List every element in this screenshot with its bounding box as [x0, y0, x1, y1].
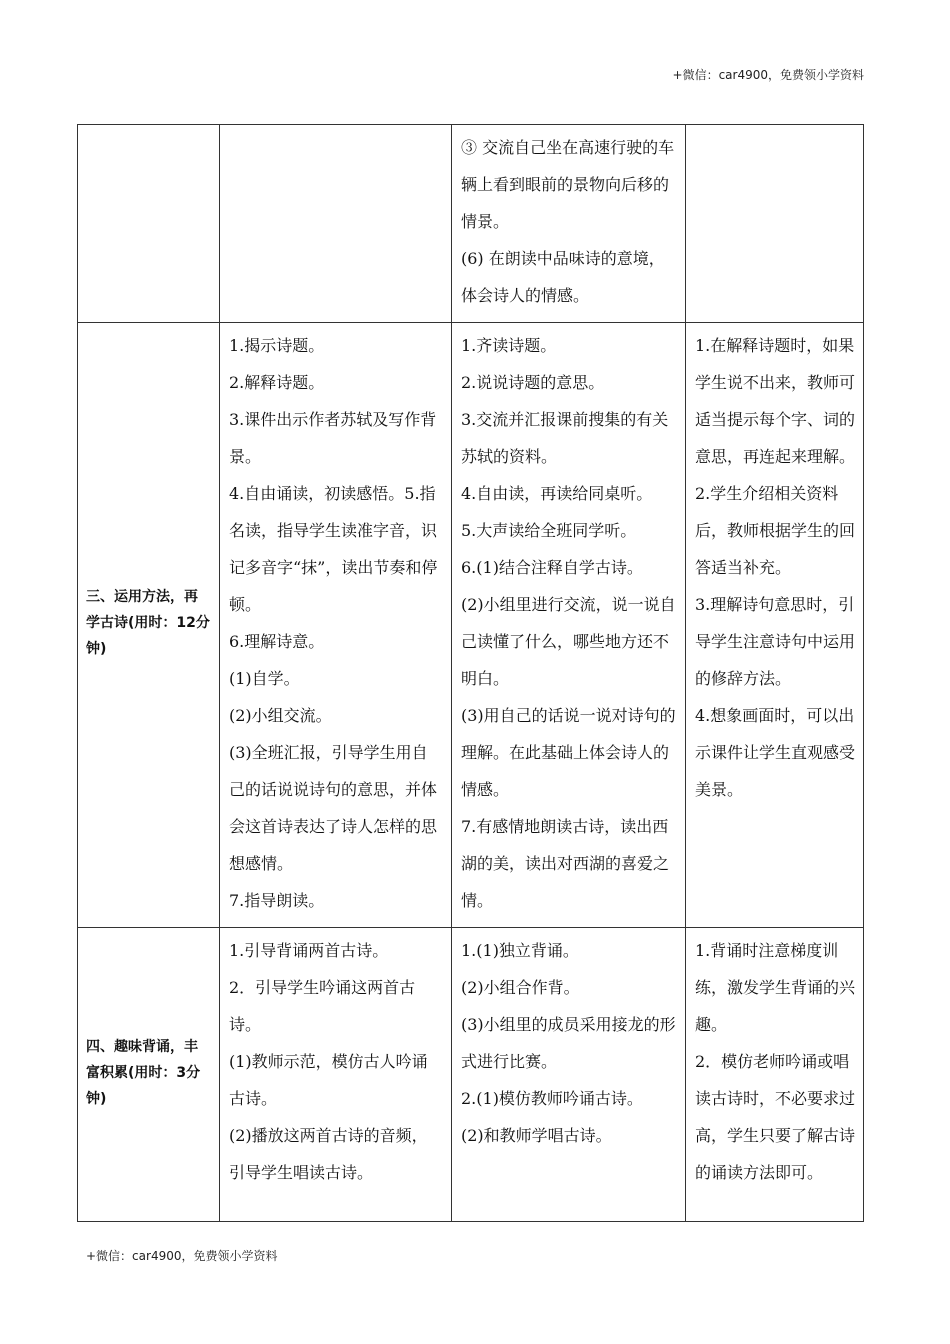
cell-line: 2.学生介绍相关资料后，教师根据学生的回答适当补充。: [695, 484, 856, 577]
cell-line: 7.有感情地朗读古诗，读出西湖的美，读出对西湖的喜爱之情。: [461, 817, 670, 910]
cell-line: (1)教师示范，模仿古人吟诵古诗。: [229, 1052, 428, 1108]
cell-line: 2.说说诗题的意思。: [461, 373, 605, 392]
cell-line: 3.理解诗句意思时，引导学生注意诗句中运用的修辞方法。: [695, 595, 856, 688]
cell-line: 4.自由诵读，初读感悟。5.指名读，指导学生读准字音，识记多音字“抹”，读出节奏和停顿。: [229, 484, 438, 614]
table-row: [78, 928, 864, 1222]
table-row: [78, 323, 864, 928]
cell-line: (2)播放这两首古诗的音频，引导学生唱读古诗。: [229, 1126, 428, 1182]
cell-line: (6) 在朗读中品味诗的意境，体会诗人的情感。: [461, 249, 665, 305]
cell-line: 1.背诵时注意梯度训练，激发学生背诵的兴趣。: [695, 941, 856, 1034]
table-row: [78, 125, 864, 323]
cell-line: 3.交流并汇报课前搜集的有关苏轼的资料。: [461, 410, 669, 466]
stage-cell: 三、运用方法，再学古诗(用时：12分钟): [78, 323, 220, 928]
design-notes-cell: [686, 323, 864, 928]
cell-line: 4.自由读，再读给同桌听。: [461, 484, 653, 503]
footer-watermark: +微信：car4900，免费领小学资料: [86, 1249, 278, 1263]
design-notes-cell: [686, 928, 864, 1222]
cell-line: (2)小组合作背。: [461, 978, 580, 997]
cell-line: 6.理解诗意。: [229, 632, 325, 651]
student-activity-cell: [452, 125, 686, 323]
cell-line: (1)自学。: [229, 669, 300, 688]
lesson-plan-table: [77, 124, 864, 1222]
cell-line: (2)小组里进行交流，说一说自己读懂了什么，哪些地方还不明白。: [461, 595, 676, 688]
student-activity-cell: [452, 323, 686, 928]
cell-line: 6.(1)结合注释自学古诗。: [461, 558, 643, 577]
stage-cell: [78, 125, 220, 323]
stage-cell: 四、趣味背诵，丰富积累(用时：3分钟): [78, 928, 220, 1222]
cell-line: 1.在解释诗题时，如果学生说不出来，教师可适当提示每个字、词的意思，再连起来理解。: [695, 336, 856, 466]
cell-line: 2．模仿老师吟诵或唱读古诗时，不必要求过高，学生只要了解古诗的诵读方法即可。: [695, 1052, 856, 1182]
teacher-activity-cell: [220, 323, 452, 928]
cell-line: 1.齐读诗题。: [461, 336, 557, 355]
cell-line: (3)小组里的成员采用接龙的形式进行比赛。: [461, 1015, 676, 1071]
cell-line: 2．引导学生吟诵这两首古诗。: [229, 978, 416, 1034]
cell-line: (3)全班汇报，引导学生用自己的话说说诗句的意思，并体会这首诗表达了诗人怎样的思想感情。: [229, 743, 438, 873]
cell-line: 3.课件出示作者苏轼及写作背景。: [229, 410, 437, 466]
cell-line: 1.(1)独立背诵。: [461, 941, 579, 960]
cell-line: (2)小组交流。: [229, 706, 332, 725]
cell-line: 4.想象画面时，可以出示课件让学生直观感受美景。: [695, 706, 856, 799]
cell-line: 1.揭示诗题。: [229, 336, 325, 355]
header-watermark: +微信：car4900，免费领小学资料: [672, 68, 864, 82]
teacher-activity-cell: [220, 928, 452, 1222]
teacher-activity-cell: [220, 125, 452, 323]
design-notes-cell: [686, 125, 864, 323]
student-activity-cell: [452, 928, 686, 1222]
cell-line: 2.(1)模仿教师吟诵古诗。: [461, 1089, 643, 1108]
cell-line: ③ 交流自己坐在高速行驶的车辆上看到眼前的景物向后移的情景。: [461, 138, 675, 231]
cell-line: 1.引导背诵两首古诗。: [229, 941, 389, 960]
cell-line: (3)用自己的话说一说对诗句的理解。在此基础上体会诗人的情感。: [461, 706, 676, 799]
cell-line: 5.大声读给全班同学听。: [461, 521, 637, 540]
cell-line: 2.解释诗题。: [229, 373, 325, 392]
cell-line: 7.指导朗读。: [229, 891, 325, 910]
cell-line: (2)和教师学唱古诗。: [461, 1126, 612, 1145]
